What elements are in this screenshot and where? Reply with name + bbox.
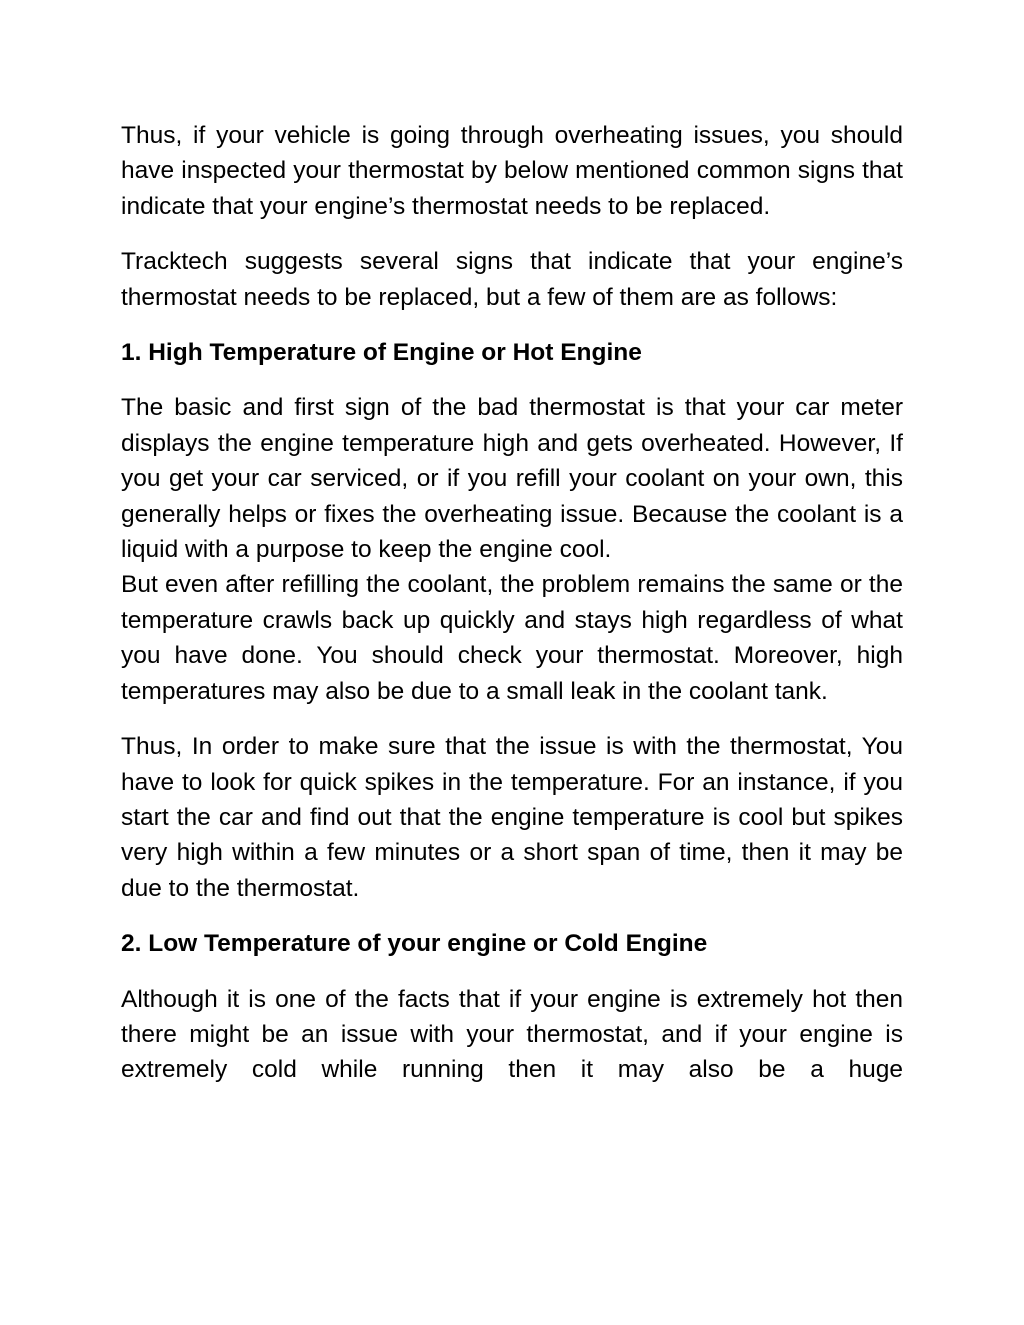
hot-engine-paragraph-1: The basic and first sign of the bad thermostat is that your car meter displays the engine temperature high and gets overheated. However, If you get your car serviced, or if you refill your coolant on your own, this generally helps or fixes the overheating issue. Because the coolant is a liquid with a purpose to keep the engine cool. (121, 394, 903, 564)
document-page (121, 118, 903, 1088)
hot-engine-paragraph-2: But even after refilling the coolant, the problem remains the same or the temperature crawls back up quickly and stays high regardless of what you have done. You should check your thermostat. Moreover, high temperatures may also be due to a small leak in the coolant tank. (121, 571, 903, 705)
signs-intro-paragraph: Tracktech suggests several signs that indicate that your engine’s thermostat needs to be replaced, but a few of them are as follows: (121, 248, 903, 311)
intro-paragraph: Thus, if your vehicle is going through overheating issues, you should have inspected your thermostat by below mentioned common signs that indicate that your engine’s thermostat needs to be replaced. (121, 122, 903, 220)
hot-engine-paragraph-3: Thus, In order to make sure that the issue is with the thermostat, You have to look for quick spikes in the temperature. For an instance, if you start the car and find out that the engine temperature is cool but spikes very high within a few minutes or a short span of time, then it may be due to the thermostat. (121, 733, 903, 902)
cold-engine-paragraph: Although it is one of the facts that if your engine is extremely hot then there might be an issue with your thermostat, and if your engine is extremely cold while running then it may also be a huge (121, 985, 903, 1084)
section-heading-cold-engine: 2. Low Temperature of your engine or Cold Engine (121, 930, 708, 958)
section-heading-hot-engine: 1. High Temperature of Engine or Hot Engine (121, 339, 642, 367)
